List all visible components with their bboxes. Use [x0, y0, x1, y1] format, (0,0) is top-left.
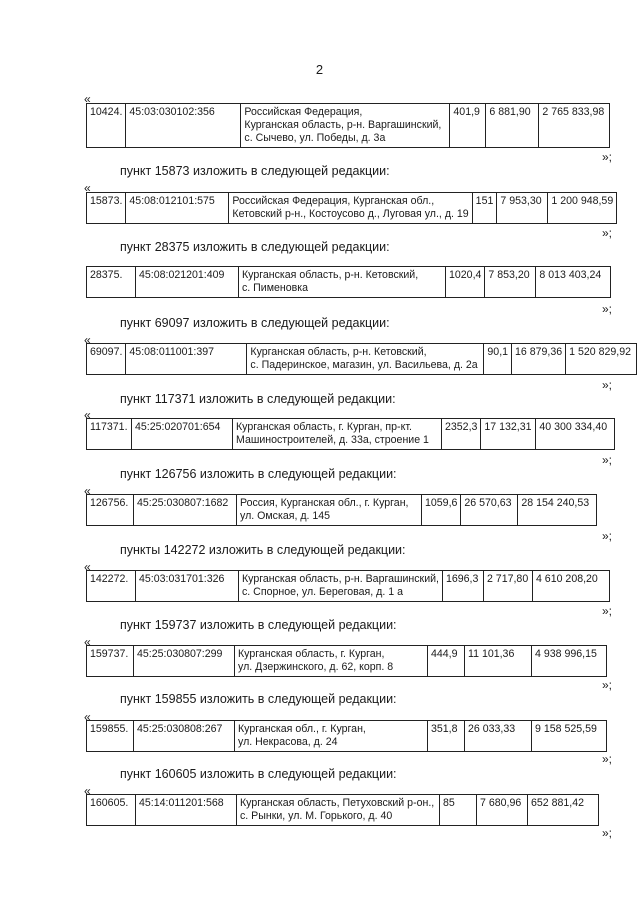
total-value: 652 881,42 — [528, 795, 599, 826]
table-row — [87, 795, 599, 826]
address-line: с. Рынки, ул. М. Горького, д. 40 — [240, 810, 393, 822]
unit-price: 7 680,96 — [477, 795, 528, 826]
record-number: 117371. — [87, 419, 132, 450]
record-table — [86, 103, 610, 148]
address-line: Курганская область, г. Курган, пр-кт. — [236, 421, 412, 433]
opening-quote: « — [84, 635, 91, 649]
closing-mark: »; — [601, 453, 612, 467]
record-number: 142272. — [87, 571, 136, 602]
opening-quote: « — [84, 92, 91, 106]
total-value: 4 610 208,20 — [532, 571, 609, 602]
record-table — [86, 494, 597, 526]
total-value: 9 158 525,59 — [532, 721, 607, 752]
table-row — [87, 104, 610, 148]
address-line: Курганская область, р-н. Кетовский, — [250, 346, 427, 358]
closing-mark: »; — [601, 529, 612, 543]
address-line: Курганская область, р-н. Кетовский, — [242, 269, 419, 281]
closing-mark: »; — [601, 604, 612, 618]
closing-mark: »; — [601, 752, 612, 766]
total-value: 1 200 948,59 — [548, 193, 617, 224]
area: 151 — [472, 193, 497, 224]
record-number: 126756. — [87, 495, 134, 526]
record-table — [86, 192, 617, 224]
address — [235, 721, 428, 752]
address — [235, 646, 428, 677]
cadastral-number: 45:25:030807:1682 — [134, 495, 237, 526]
record-table — [86, 794, 599, 826]
address-line: Курганская область, г. Курган, — [238, 648, 385, 660]
area: 1059,6 — [422, 495, 461, 526]
address-line: Машиностроителей, д. 33а, строение 1 — [236, 434, 429, 446]
address — [247, 344, 484, 375]
record-table — [86, 418, 615, 450]
address — [241, 104, 450, 148]
amendment-instruction: пункт 28375 изложить в следующей редакции: — [120, 240, 390, 254]
address — [233, 419, 442, 450]
amendment-instruction: пункт 117371 изложить в следующей редакции: — [120, 392, 396, 406]
area: 1696,3 — [442, 571, 483, 602]
address — [237, 495, 422, 526]
amendment-instruction: пункт 159855 изложить в следующей редакции: — [120, 692, 397, 706]
address — [239, 571, 443, 602]
address-line: ул. Омская, д. 145 — [240, 510, 331, 522]
address-line: Курганская область, Петуховский р-он., — [240, 797, 435, 809]
record-number: 10424. — [87, 104, 126, 148]
total-value: 40 300 334,40 — [536, 419, 615, 450]
record-number: 69097. — [87, 344, 126, 375]
total-value: 4 938 996,15 — [532, 646, 607, 677]
address-line: Курганская область, р-н. Варгашинский, — [242, 573, 439, 585]
opening-quote: « — [84, 484, 91, 498]
address-line: Россия, Курганская обл., г. Курган, — [240, 497, 409, 509]
total-value: 1 520 829,92 — [566, 344, 637, 375]
address-line: с. Пименовка — [242, 282, 309, 294]
area: 2352,3 — [442, 419, 481, 450]
record-number: 160605. — [87, 795, 136, 826]
closing-mark: »; — [601, 826, 612, 840]
address-line: Российская Федерация, — [244, 106, 363, 118]
table-row — [87, 646, 607, 677]
address — [229, 193, 472, 224]
closing-mark: »; — [601, 378, 612, 392]
record-table — [86, 645, 607, 677]
closing-mark: »; — [601, 302, 612, 316]
record-number: 28375. — [87, 267, 136, 298]
address-line: Курганская область, р-н. Варгашинский, — [244, 119, 442, 131]
opening-quote: « — [84, 333, 91, 347]
unit-price: 7 853,20 — [485, 267, 536, 298]
closing-mark: »; — [601, 678, 612, 692]
unit-price: 6 881,90 — [486, 104, 539, 148]
total-value: 28 154 240,53 — [518, 495, 597, 526]
closing-mark: »; — [601, 150, 612, 164]
page-number: 2 — [315, 62, 324, 77]
address-line: Кетовский р-н., Костоусово д., Луговая ул., д. 19 — [232, 208, 469, 220]
area: 90,1 — [484, 344, 512, 375]
unit-price: 16 879,36 — [512, 344, 566, 375]
area: 1020,4 — [446, 267, 485, 298]
address-line: с. Падеринское, магазин, ул. Васильева, д. 2а — [250, 359, 478, 371]
area: 401,9 — [450, 104, 486, 148]
amendment-instruction: пункты 142272 изложить в следующей редакции: — [120, 543, 406, 557]
address-line: Российская Федерация, Курганская обл., — [232, 195, 435, 207]
area: 85 — [440, 795, 477, 826]
cadastral-number: 45:25:030808:267 — [134, 721, 235, 752]
total-value: 2 765 833,98 — [539, 104, 610, 148]
unit-price: 11 101,36 — [465, 646, 532, 677]
unit-price: 2 717,80 — [483, 571, 532, 602]
table-row — [87, 571, 610, 602]
address-line: Курганская обл., г. Курган, — [238, 723, 366, 735]
address — [239, 267, 446, 298]
cadastral-number: 45:25:030807:299 — [134, 646, 235, 677]
record-table — [86, 570, 610, 602]
amendment-instruction: пункт 160605 изложить в следующей редакции: — [120, 767, 397, 781]
table-row — [87, 267, 611, 298]
address-line: ул. Дзержинского, д. 62, корп. 8 — [238, 661, 394, 673]
unit-price: 26 570,63 — [461, 495, 518, 526]
record-number: 159737. — [87, 646, 134, 677]
amendment-instruction: пункт 126756 изложить в следующей редакции: — [120, 467, 397, 481]
address-line: с. Сычево, ул. Победы, д. 3а — [244, 132, 386, 144]
unit-price: 7 953,30 — [497, 193, 548, 224]
closing-mark: »; — [601, 226, 612, 240]
table-row — [87, 193, 617, 224]
opening-quote: « — [84, 710, 91, 724]
area: 351,8 — [428, 721, 465, 752]
opening-quote: « — [84, 408, 91, 422]
address — [237, 795, 440, 826]
opening-quote: « — [84, 784, 91, 798]
amendment-instruction: пункт 15873 изложить в следующей редакции: — [120, 164, 390, 178]
total-value: 8 013 403,24 — [536, 267, 611, 298]
cadastral-number: 45:25:020701:654 — [132, 419, 233, 450]
amendment-instruction: пункт 69097 изложить в следующей редакции: — [120, 316, 390, 330]
cadastral-number: 45:08:012101:575 — [126, 193, 229, 224]
record-table — [86, 720, 607, 752]
cadastral-number: 45:03:030102:356 — [126, 104, 241, 148]
table-row — [87, 721, 607, 752]
record-number: 159855. — [87, 721, 134, 752]
amendment-instruction: пункт 159737 изложить в следующей редакции: — [120, 618, 397, 632]
unit-price: 26 033,33 — [465, 721, 532, 752]
table-row — [87, 419, 615, 450]
cadastral-number: 45:08:021201:409 — [136, 267, 239, 298]
unit-price: 17 132,31 — [481, 419, 536, 450]
address-line: ул. Некрасова, д. 24 — [238, 736, 338, 748]
area: 444,9 — [428, 646, 465, 677]
opening-quote: « — [84, 560, 91, 574]
table-row — [87, 495, 597, 526]
address-line: с. Спорное, ул. Береговая, д. 1 а — [242, 586, 403, 598]
record-number: 15873. — [87, 193, 126, 224]
opening-quote: « — [84, 181, 91, 195]
cadastral-number: 45:03:031701:326 — [136, 571, 239, 602]
record-table — [86, 343, 637, 375]
table-row — [87, 344, 637, 375]
record-table — [86, 266, 611, 298]
cadastral-number: 45:08:011001:397 — [126, 344, 247, 375]
cadastral-number: 45:14:011201:568 — [136, 795, 237, 826]
